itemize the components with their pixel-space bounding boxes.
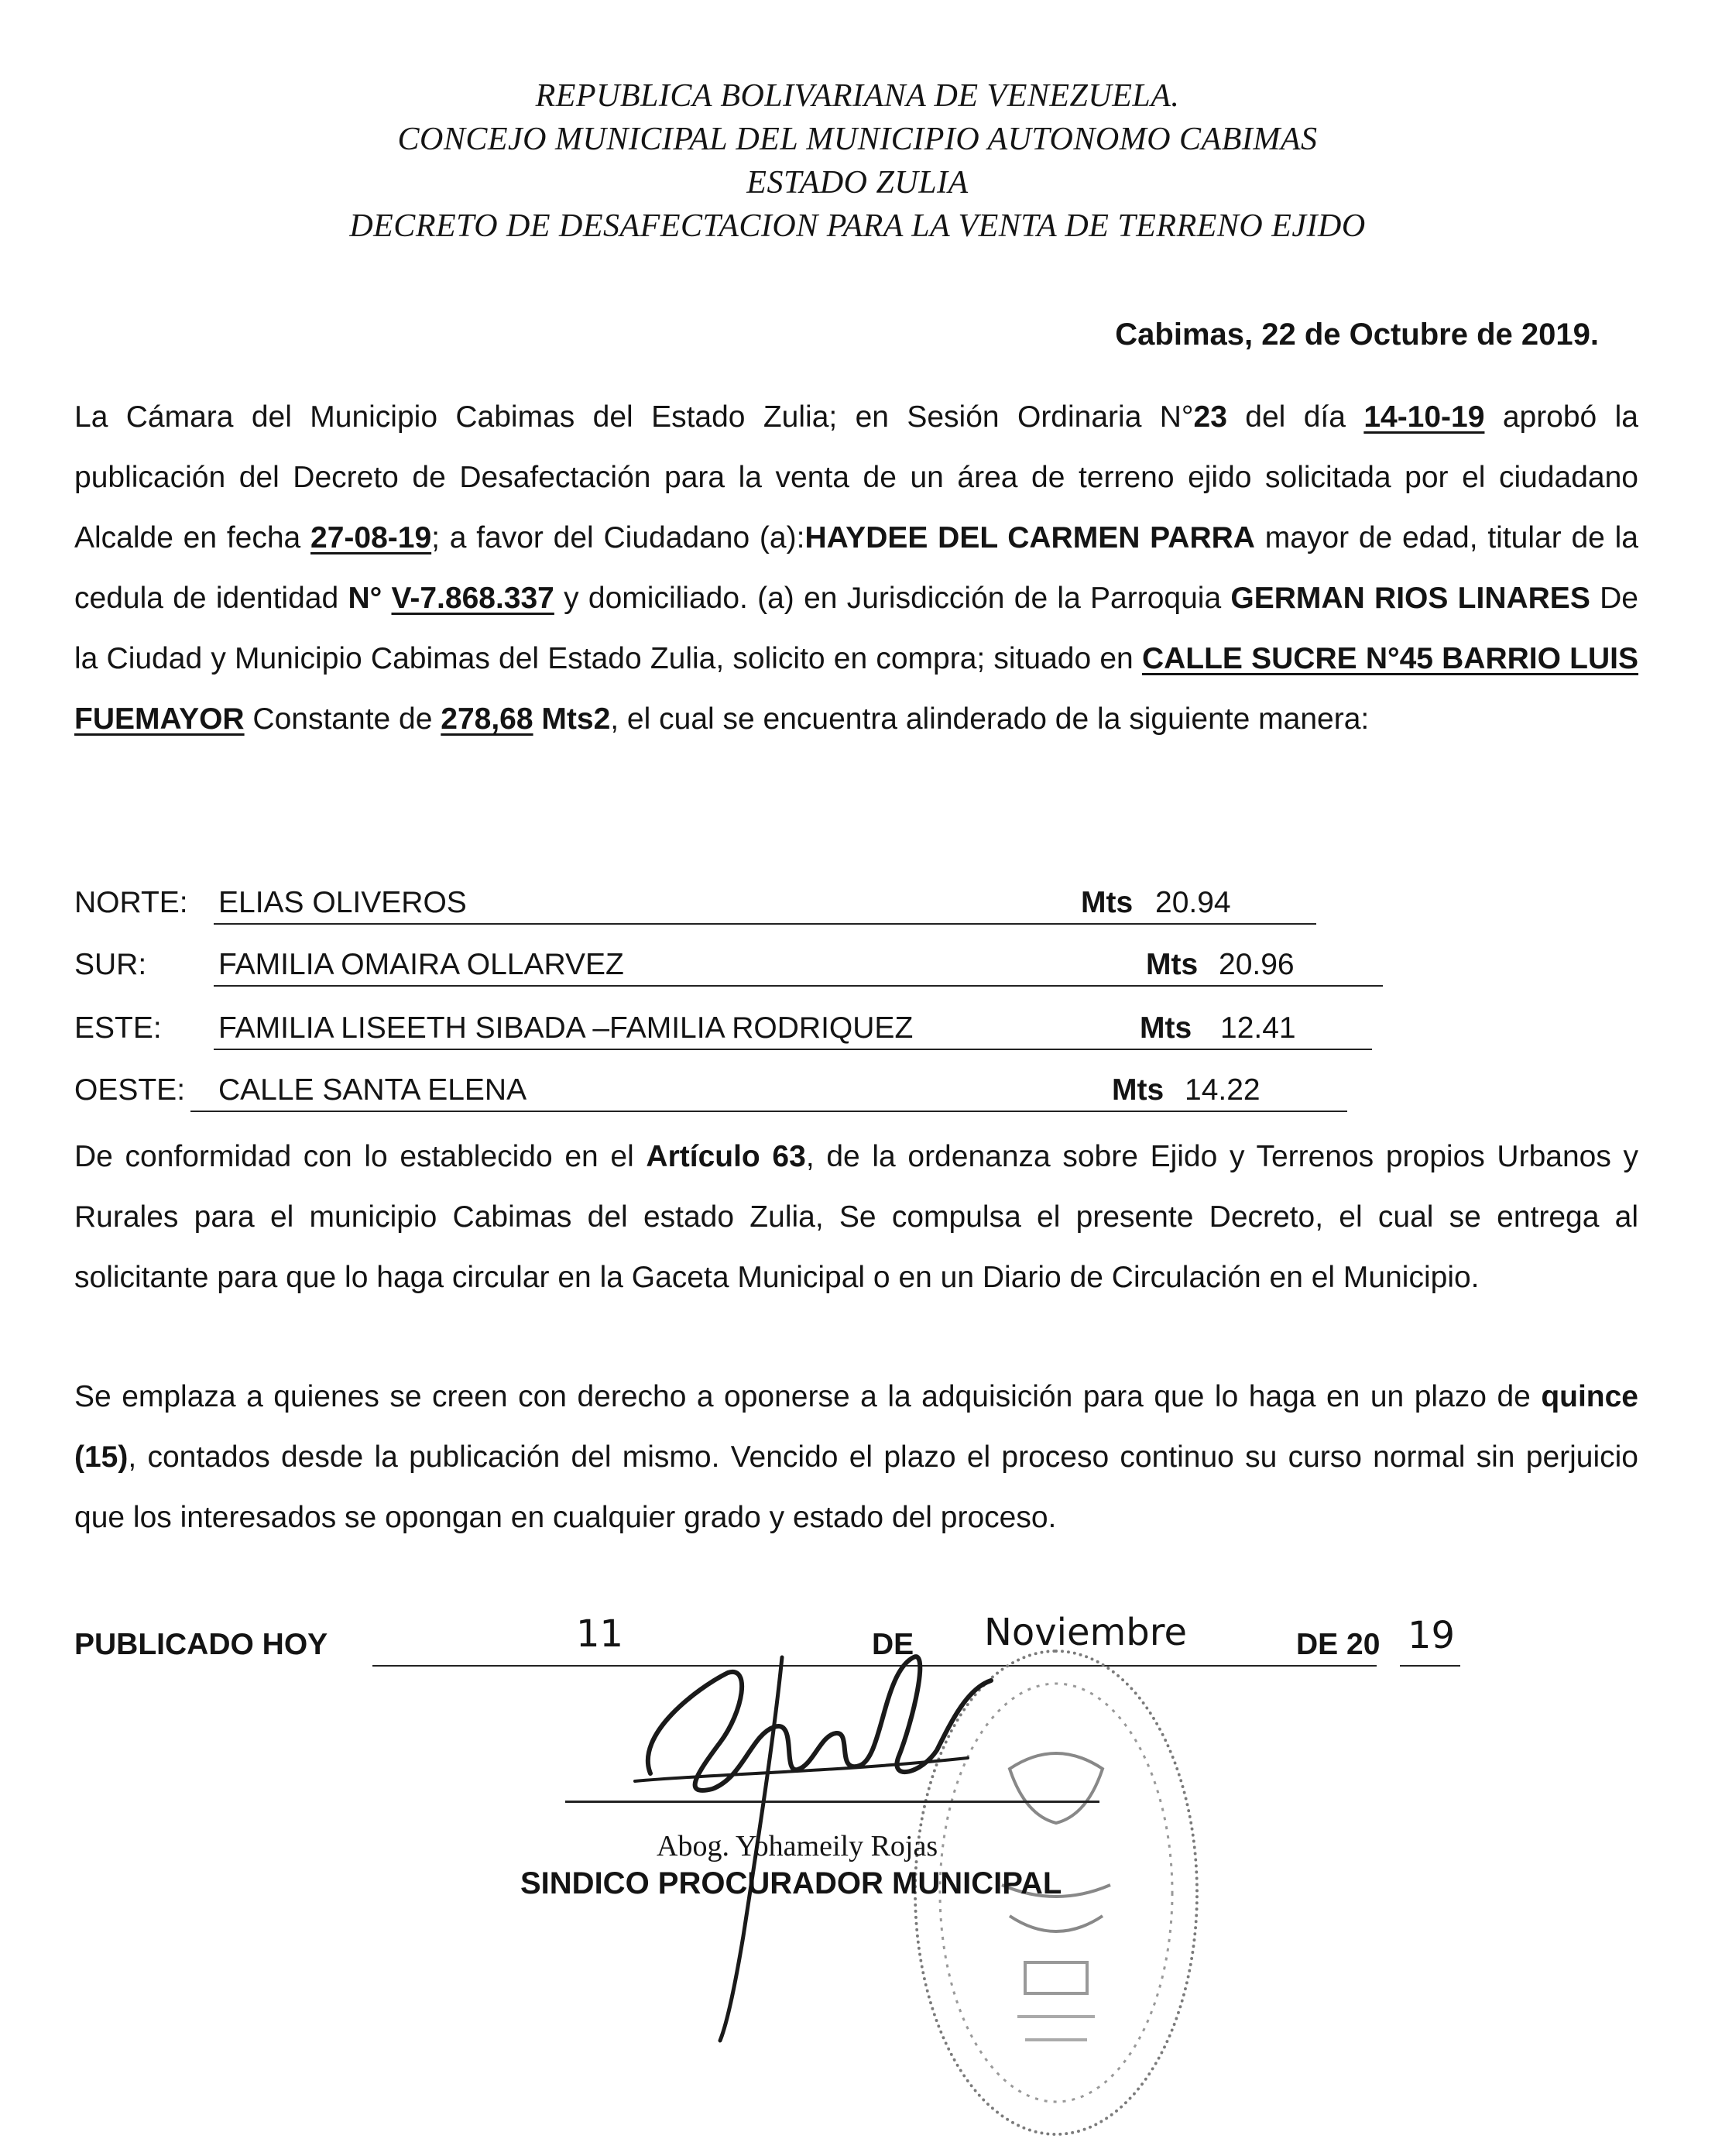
request-date: 27-08-19: [310, 521, 432, 554]
document-header: [0, 74, 1715, 248]
paragraph-article: [74, 1127, 1638, 1308]
boundary-south: [74, 948, 1391, 994]
text-segment: , de la ordenanza sobre Ejido y Terrenos propios Urbanos y Rurales para el municipio Cabimas del estado Zulia, Se compulsa el presente Decreto, el cual se entrega al solicitante para que lo haga circular en la Gaceta Municipal o en un Diario de Circulación en el Municipio.: [74, 1140, 1639, 1294]
header-council: CONCEJO MUNICIPAL DEL MUNICIPIO AUTONOMO CABIMAS: [397, 122, 1318, 157]
boundary-east: [74, 1011, 1391, 1058]
property-address: CALLE SUCRE N°45 BARRIO LUIS FUEMAYOR: [74, 642, 1638, 736]
text-segment: Se emplaza a quienes se creen con derecho a oponerse a la adquisición para que lo haga en un plazo de: [74, 1380, 1542, 1413]
session-number: 23: [1193, 400, 1227, 434]
boundary-measure: 20.94: [1155, 886, 1231, 919]
boundary-unit: Mts: [1112, 1073, 1164, 1107]
id-number: V-7.868.337: [391, 582, 554, 615]
boundary-unit: Mts: [1081, 886, 1134, 919]
boundary-label: OESTE:: [74, 1073, 186, 1107]
boundary-name: ELIAS OLIVEROS: [218, 886, 467, 919]
article-reference: Artículo 63: [646, 1140, 806, 1173]
text-segment: , contados desde la publicación del mismo. Vencido el plazo el proceso continuo su curso normal sin perjuicio que los interesados se opongan en cualquier grado y estado del proceso.: [74, 1440, 1638, 1534]
text-segment: y domiciliado. (a) en Jurisdicción de la Parroquia: [554, 582, 1231, 615]
boundary-measure: 20.96: [1219, 948, 1295, 981]
boundary-name: FAMILIA OMAIRA OLLARVEZ: [218, 948, 624, 981]
boundary-name: FAMILIA LISEETH SIBADA –FAMILIA RODRIQUEZ: [218, 1011, 914, 1045]
published-month: Noviembre: [984, 1611, 1187, 1654]
text-segment: ; a favor del Ciudadano (a):: [431, 521, 805, 554]
signer-name: Abog. Yohameily Rojas: [657, 1830, 938, 1862]
signer-title: SINDICO PROCURADOR MUNICIPAL: [520, 1866, 1062, 1900]
boundary-label: ESTE:: [74, 1011, 162, 1045]
text-segment: La Cámara del Municipio Cabimas del Estado Zulia; en Sesión Ordinaria N°: [74, 400, 1194, 434]
header-decree-title: DECRETO DE DESAFECTACION PARA LA VENTA DE TERRENO EJIDO: [349, 208, 1366, 244]
text-segment: Constante de: [244, 702, 441, 736]
boundary-name: CALLE SANTA ELENA: [218, 1073, 527, 1107]
text-segment: , el cual se encuentra alinderado de la siguiente manera:: [610, 702, 1370, 736]
boundary-measure: 12.41: [1220, 1011, 1296, 1045]
text-segment: mayor de edad, titular de la cedula de identidad: [74, 521, 1638, 615]
published-label: PUBLICADO HOY: [74, 1628, 328, 1661]
text-segment: De conformidad con lo establecido en el: [74, 1140, 647, 1173]
boundary-label: SUR:: [74, 948, 147, 981]
boundary-unit: Mts: [1146, 948, 1199, 981]
area-unit: Mts2: [541, 702, 611, 736]
boundary-label: NORTE:: [74, 886, 188, 919]
signature-line: [565, 1801, 1099, 1803]
published-year-label: DE 20: [1296, 1628, 1381, 1661]
boundary-unit: Mts: [1140, 1011, 1192, 1045]
published-de-label: DE: [872, 1628, 914, 1661]
paragraph-decree: [74, 387, 1638, 750]
term-days: quince (15): [74, 1380, 1638, 1474]
id-prefix: N°: [348, 582, 382, 615]
paragraph-summons: [74, 1367, 1638, 1548]
parish-name: GERMAN RIOS LINARES: [1230, 582, 1590, 615]
boundary-measure: 14.22: [1185, 1073, 1261, 1107]
text-segment: aprobó la publicación del Decreto de Desafectación para la venta de un área de terreno ejido solicitada por el ciudadano Alcalde en fecha: [74, 400, 1638, 554]
text-segment: del día: [1226, 400, 1364, 434]
boundary-west: [74, 1073, 1391, 1120]
header-country: REPUBLICA BOLIVARIANA DE VENEZUELA.: [535, 78, 1180, 114]
published-day: 11: [576, 1612, 624, 1656]
citizen-name: HAYDEE DEL CARMEN PARRA: [804, 521, 1255, 554]
text-segment: De la Ciudad y Municipio Cabimas del Estado Zulia, solicito en compra; situado en: [74, 582, 1638, 675]
area-value: 278,68: [441, 702, 533, 736]
header-state: ESTADO ZULIA: [746, 165, 969, 201]
date-line: Cabimas, 22 de Octubre de 2019.: [1115, 318, 1599, 352]
session-date: 14-10-19: [1363, 400, 1485, 434]
published-year: 19: [1408, 1614, 1456, 1657]
boundary-north: [74, 886, 1282, 932]
